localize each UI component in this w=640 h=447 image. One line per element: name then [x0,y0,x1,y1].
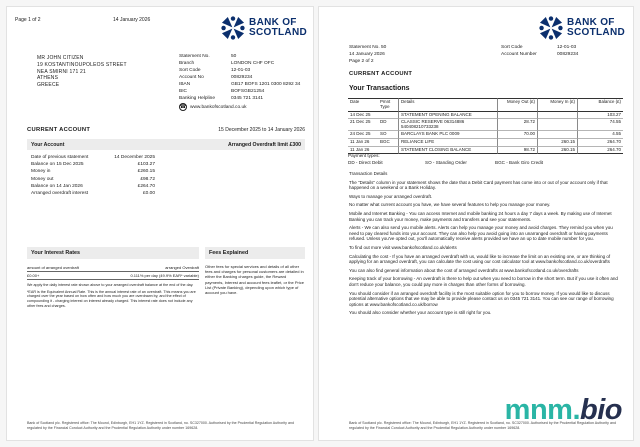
statement-page-2 [318,6,634,441]
info-row: Sort Code 12-01-03 [179,68,251,73]
your-account-label: Your Account [31,141,65,148]
address-line: ATHENS [37,75,59,82]
overdraft-limit: Arranged Overdraft limit £300 [228,141,301,148]
tx-money-out: 28.72 [497,119,537,131]
info-row: Statement No. 50 [179,54,237,59]
tx-balance: 4.55 [577,131,623,139]
payment-type-dd: DD - Direct Debit [348,160,383,165]
phone-icon: ☎ [179,103,187,110]
tx-type: DD [378,119,398,131]
tx-money-out: 98.72 [497,147,537,155]
interest-rates-table [27,264,199,280]
info-row: BIC BOFSGB21254 [179,89,265,94]
info-row: Account No 00829234 [179,75,253,80]
statement-date: 14 January 2026 [113,17,151,23]
tx-date: 11 Jan 26 [348,139,378,147]
tx-balance: 264.70 [577,139,623,147]
notes-paragraph: You can also find general information about the cost of arranged overdrafts at www.bankofscotland.co.uk/overdrafts [349,267,579,273]
info-row: Branch LONDON CHF OFC [179,61,275,66]
code-row: Account Number 00829234 [501,51,579,57]
summary-row: Arranged overdraft interest £0.00 [31,191,155,197]
fees-explained-section [205,247,305,295]
page-number: Page 2 of 2 [349,58,374,64]
recipient-address [37,55,127,89]
account-info-block [179,53,300,102]
payment-types-legend [348,160,543,165]
tx-balance: 103.27 [577,112,623,120]
tx-details: CLASSIC RESERVE 06314886 540408210733238 [398,119,497,131]
tx-money-out [497,112,537,120]
col-header-money-out: Money Out (£) [497,98,537,112]
col-header-details: Details [398,98,497,112]
address-line: 19 KOSTANTINOUPOLEOS STREET [37,61,127,68]
tx-details: STATEMENT OPENING BALANCE [398,112,497,120]
notes-paragraph: Mobile and Internet Banking - You can access Internet and mobile banking 24 hours a day 7 days a week. By making use of Internet Banking you can track your money, make payments and transfers and see your statements. [349,210,612,222]
watermark-prefix: mnm. [504,394,580,426]
page-number: Page 1 of 2 [15,17,41,23]
watermark [505,394,622,427]
tx-date: 21 Dec 25 [348,119,378,131]
tx-date: 11 Jan 26 [348,147,378,155]
saltire-icon [220,15,246,41]
fees-explained-body: Other fees for special services and details of all other fees and charges for personal customers are detailed in either the Banking charges guide, the Reward payments, Interest and account fees leaflet, or the Price List (Private Banking), depending upon which type of account you have. [205,264,304,296]
summary-row: Money out £98.72 [31,176,155,182]
website-row [179,103,247,111]
tx-date: 24 Dec 25 [348,131,378,139]
section-title: CURRENT ACCOUNT [27,127,91,133]
tx-type [378,112,398,120]
tx-balance: 74.55 [577,119,623,131]
website-url: www.bankofscotland.co.uk [190,104,247,110]
tx-type: BGC [378,139,398,147]
notes-paragraph: Transaction Details [349,171,388,176]
payment-type-so: SO - Standing Order [425,160,467,165]
current-account-header [27,127,305,133]
legal-footer: Bank of Scotland plc. Registered office: The Mound, Edinburgh, EH1 1YZ. Registered in Scotland, no. SC327000. Authorised by the Prudential Regulation Authority and regulated by the Financial Conduct Authority and the Prudential Regulation Authority under number 169628. [27,421,294,430]
account-summary [31,154,155,197]
tx-details: BARCLAYS BANK PLC 0009 [398,131,497,139]
notes-paragraph: Keeping track of your borrowing - An overdraft is there to help out when you need to borrow in the short term. But if you use it often and don't reduce your balance, you could pay more in charges than other forms of borrowing. [349,276,618,287]
info-row: Banking Helpline 0345 721 3141 [179,96,264,101]
tx-money-in [537,119,577,131]
col-header-money-in: Money In (£) [537,98,577,112]
statement-period: 15 December 2025 to 14 January 2026 [218,127,305,133]
bank-logo [538,15,625,41]
tx-type: SO [378,131,398,139]
col-header-date: Date [348,98,378,112]
address-line: NEA SMIRNI 171 21 [37,68,86,75]
transactions-title: Your Transactions [349,85,410,92]
address-line: GREECE [37,82,60,89]
interest-note: We apply the daily interest rate shown above to your arranged overdraft balance at the end of the day. [27,282,194,287]
notes-paragraph: You should also consider whether your account type is still right for you. [349,310,492,316]
notes-paragraph: To find out more visit www.bankofscotland.co.uk/alerts [349,244,457,250]
tx-type [378,147,398,155]
statement-page-1 [6,6,314,441]
your-account-bar [27,139,305,150]
code-row: Sort Code 12-01-03 [501,45,577,50]
notes-paragraph: Alerts - We can also send you mobile alerts. Alerts can help you manage your money and avoid charges. They remind you when you need to pay cleared funds into your account. They can also help you avoid going into an unarranged overdraft or having payments refused. Unless you've opted out, you'll automatically receive alerts provided we have an up to date mobile number for you. [349,225,613,242]
bank-name: BANK OF SCOTLAND [567,16,625,38]
summary-row: Date of previous statement 14 December 2025 [31,155,155,160]
transactions-table [348,98,623,154]
summary-row: Balance on 15 Dec 2025 £103.27 [31,162,155,168]
tx-money-in: 260.15 [537,139,577,147]
ear-footnote: *EAR is the Equivalent Annual Rate. This is the annual interest rate of an overdraft. This means you are charged over the year based on how often and how much you are overdrawn by, and the effect of compounding it - charging interest on interest already charged. This interest rate does not include any other fees and charges. [27,289,196,308]
col-header-type: Pmnt Type [378,98,398,112]
tx-details: STATEMENT CLOSING BALANCE [398,147,497,155]
legal-footer: Bank of Scotland plc. Registered office: The Mound, Edinburgh, EH1 1YZ. Registered in Scotland, no. SC327000. Authorised by the Prudential Regulation Authority and regulated by the Financial Conduct Authority and the Prudential Regulation Authority under number 169628. [349,421,616,430]
col-header-balance: Balance (£) [577,98,623,112]
notes-paragraph: You should consider if an arranged overdraft facility is the most suitable option for you to borrow money. If you would like to discuss potential alternative options that we may be able to provide please contact us on 0345 721 3141. You can see our range of borrowing options at www.bankofscotland.co.uk/borrow [349,290,614,307]
tx-balance: 264.70 [577,147,623,155]
bank-logo [220,15,307,41]
fees-explained-title: Fees Explained [205,247,305,259]
tx-money-in [537,131,577,139]
tx-money-out: 70.00 [497,131,537,139]
summary-row: Money in £260.15 [31,169,155,175]
watermark-suffix: bio [580,394,622,426]
info-row: IBAN GB17 BOFS 1201 0300 8292 34 [179,82,301,87]
interest-rates-title: Your Interest Rates [27,247,199,259]
notes-paragraph: Calculating the cost - If you have an arranged overdraft with us, would like to increase the limit on an existing one, or are thinking of applying for an arranged overdraft, you can calculate the cost using our cost calculator tool at www.bankofscotland.co.uk/overdrafts [349,253,611,265]
bank-name: BANK OF SCOTLAND [249,16,307,38]
tx-money-out [497,139,537,147]
statement-number: Statement No. 50 [349,45,387,50]
tx-money-in [537,112,577,120]
interest-table-row: £0.00+ 0.111% per day (49.9% EAR* variable) [27,273,199,278]
tx-money-in: 260.15 [537,147,577,155]
tx-details: RELIANCE LIFE [398,139,497,147]
payment-types-label: Payment types: [348,153,380,158]
summary-row: Balance on 14 Jan 2026 £264.70 [31,183,155,189]
statement-meta [349,45,386,65]
saltire-icon [538,15,564,41]
statement-date: 14 January 2026 [349,51,385,57]
interest-table-header: amount of arranged overdraft arranged Overdraft [27,265,199,270]
sort-code-block [501,45,578,59]
payment-type-bgc: BGC - Bank Giro Credit [495,160,543,165]
statement-notes [349,171,623,319]
notes-paragraph: Ways to manage your arranged overdraft. [349,193,433,199]
notes-paragraph: The "Details" column in your statement shows the date that a Debit Card payment has come into or out of your account only if that happened on a weekend or a Bank Holiday. [349,179,608,191]
interest-rates-section [27,247,199,309]
section-title: CURRENT ACCOUNT [349,71,413,77]
notes-paragraph: No matter what current account you have, we have several features to help you manage your money. [349,202,551,208]
tx-date: 14 Dec 25 [348,112,378,120]
address-line: MR JOHN CITIZEN [37,55,84,61]
